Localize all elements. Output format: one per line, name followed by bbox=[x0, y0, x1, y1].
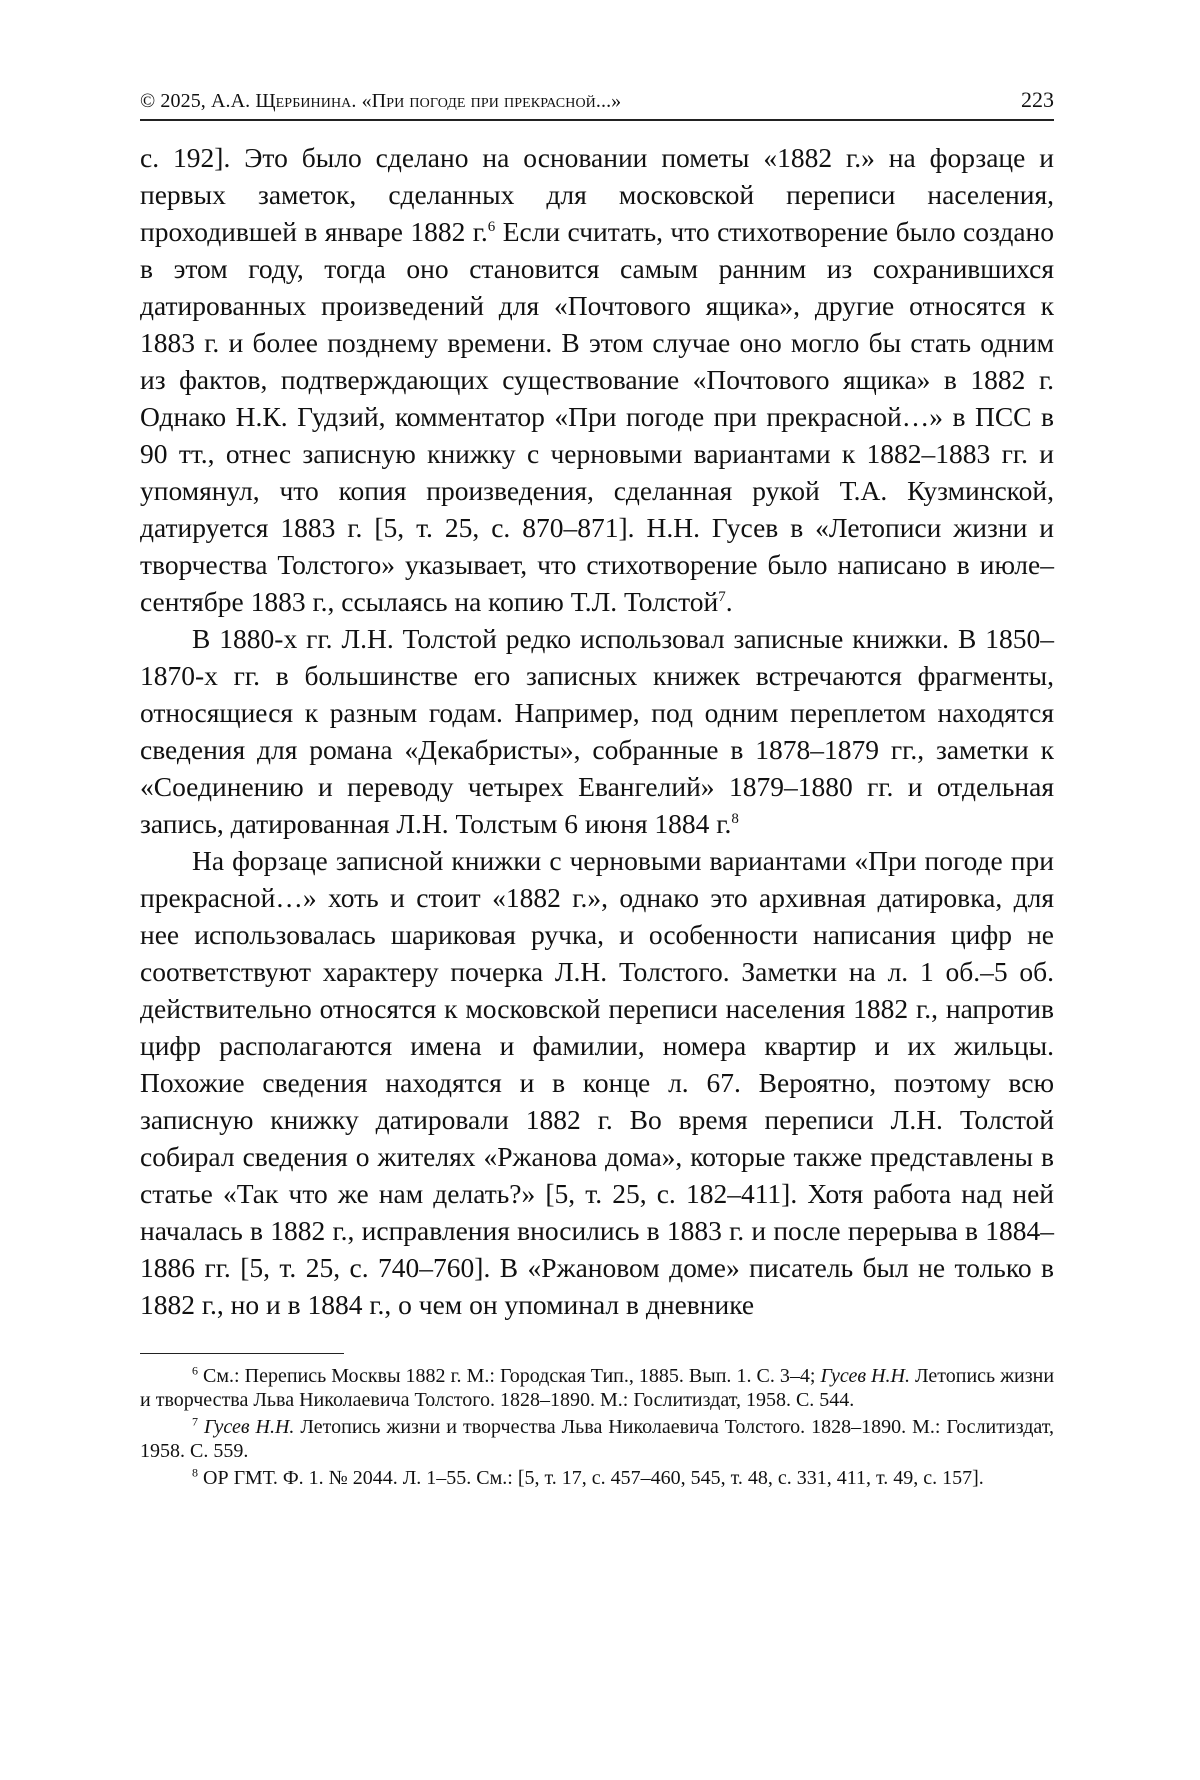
running-title: © 2025, А.А. Щербинина. «При погоде при прекрасной...» bbox=[140, 90, 622, 112]
body-text bbox=[140, 139, 1054, 1323]
paragraph-1-text: с. 192]. Это было сделано на основании пометы «1882 г.» на форзаце и первых заметок, сделанных для московской переписи населения, проходившей в январе 1882 г. bbox=[140, 142, 1054, 247]
paragraph-3 bbox=[140, 842, 1054, 1323]
footnote-number: 6 bbox=[192, 1363, 198, 1378]
paragraph-1-tail: Если считать, что стихотворение было создано в этом году, тогда оно становится самым ранним из сохранившихся датированных произведений для «Почтового ящика», другие относятся к 1883 г. и более позднему времени. В этом случае оно могло бы стать одним из фактов, подтверждающих существование «Почтового ящика» в 1882 г. Однако Н.К. Гудзий, комментатор «При погоде при прекрасной…» в ПСС в 90 тт., отнес записную книжку с черновыми вариантами к 1882–1883 гг. и упомянул, что копия произведения, сделанная рукой Т.А. Кузминской, датируется 1883 г. [5, т. 25, с. 870–871]. Н.Н. Гусев в «Летописи жизни и творчества Толстого» указывает, что стихотворение было написано в июле–сентябре 1883 г., ссылаясь на копию Т.Л. Толстой bbox=[140, 216, 1054, 617]
footnote-6 bbox=[140, 1364, 1054, 1412]
footnote-8 bbox=[140, 1466, 1054, 1490]
footnote-ref-8[interactable]: 8 bbox=[731, 810, 739, 827]
footnote-divider bbox=[140, 1353, 344, 1354]
footnote-text: Летопись жизни и творчества Льва Николаевича Толстого. 1828–1890. М.: Гослитиздат, 1958. С. 559. bbox=[140, 1416, 1054, 1462]
page bbox=[140, 86, 1054, 1493]
page-number: 223 bbox=[1021, 87, 1054, 112]
footnote-ref-7[interactable]: 7 bbox=[718, 588, 726, 605]
running-head bbox=[140, 86, 1054, 121]
footnote-ref-6[interactable]: 6 bbox=[487, 218, 496, 235]
footnote-author: Гусев Н.Н. bbox=[820, 1365, 910, 1387]
footnote-text: Летопись жизни и творчества Льва Николаевича Толстого. 1828–1890. М.: Гослитиздат, 1958. С. 544. bbox=[140, 1365, 1055, 1411]
paragraph-1-end: . bbox=[725, 586, 733, 617]
footnote-number: 7 bbox=[192, 1414, 198, 1429]
paragraph-2 bbox=[140, 620, 1054, 842]
paragraph-3-text: На форзаце записной книжки с черновыми вариантами «При погоде при прекрасной…» хоть и стоит «1882 г.», однако это архивная датировка, для нее использовалась шариковая ручка, и особенности написания цифр не соответствуют характеру почерка Л.Н. Толстого. Заметки на л. 1 об.–5 об. действительно относятся к московской переписи населения 1882 г., напротив цифр располагаются имена и фамилии, номера квартир и их жильцы. Похожие сведения находятся и в конце л. 67. Вероятно, поэтому всю записную книжку датировали 1882 г. Во время переписи Л.Н. Толстой собирал сведения о жителях «Ржанова дома», которые также представлены в статье «Так что же нам делать?» [5, т. 25, с. 182–411]. Хотя работа над ней началась в 1882 г., исправления вносились в 1883 г. и после перерыва в 1884–1886 гг. [5, т. 25, с. 740–760]. В «Ржановом доме» писатель был не только в 1882 г., но и в 1884 г., о чем он упоминал в дневнике bbox=[140, 845, 1054, 1320]
footnote-author: Гусев Н.Н. bbox=[203, 1416, 295, 1438]
footnotes bbox=[140, 1364, 1054, 1490]
paragraph-2-text: В 1880-х гг. Л.Н. Толстой редко использовал записные книжки. В 1850–1870-х гг. в большинстве его записных книжек встречаются фрагменты, относящиеся к разным годам. Например, под одним переплетом находятся сведения для романа «Декабристы», собранные в 1878–1879 гг., заметки к «Соединению и переводу четырех Евангелий» 1879–1880 гг. и отдельная запись, датированная Л.Н. Толстым 6 июня 1884 г. bbox=[140, 623, 1054, 839]
footnote-7 bbox=[140, 1415, 1054, 1463]
footnote-number: 8 bbox=[192, 1465, 198, 1480]
footnote-text: ОР ГМТ. Ф. 1. № 2044. Л. 1–55. См.: [5, т. 17, с. 457–460, 545, т. 48, с. 331, 411, т. 49, с. 157]. bbox=[203, 1467, 984, 1489]
paragraph-1 bbox=[140, 139, 1054, 620]
footnote-text: См.: Перепись Москвы 1882 г. М.: Городская Тип., 1885. Вып. 1. С. 3–4; bbox=[203, 1365, 821, 1387]
